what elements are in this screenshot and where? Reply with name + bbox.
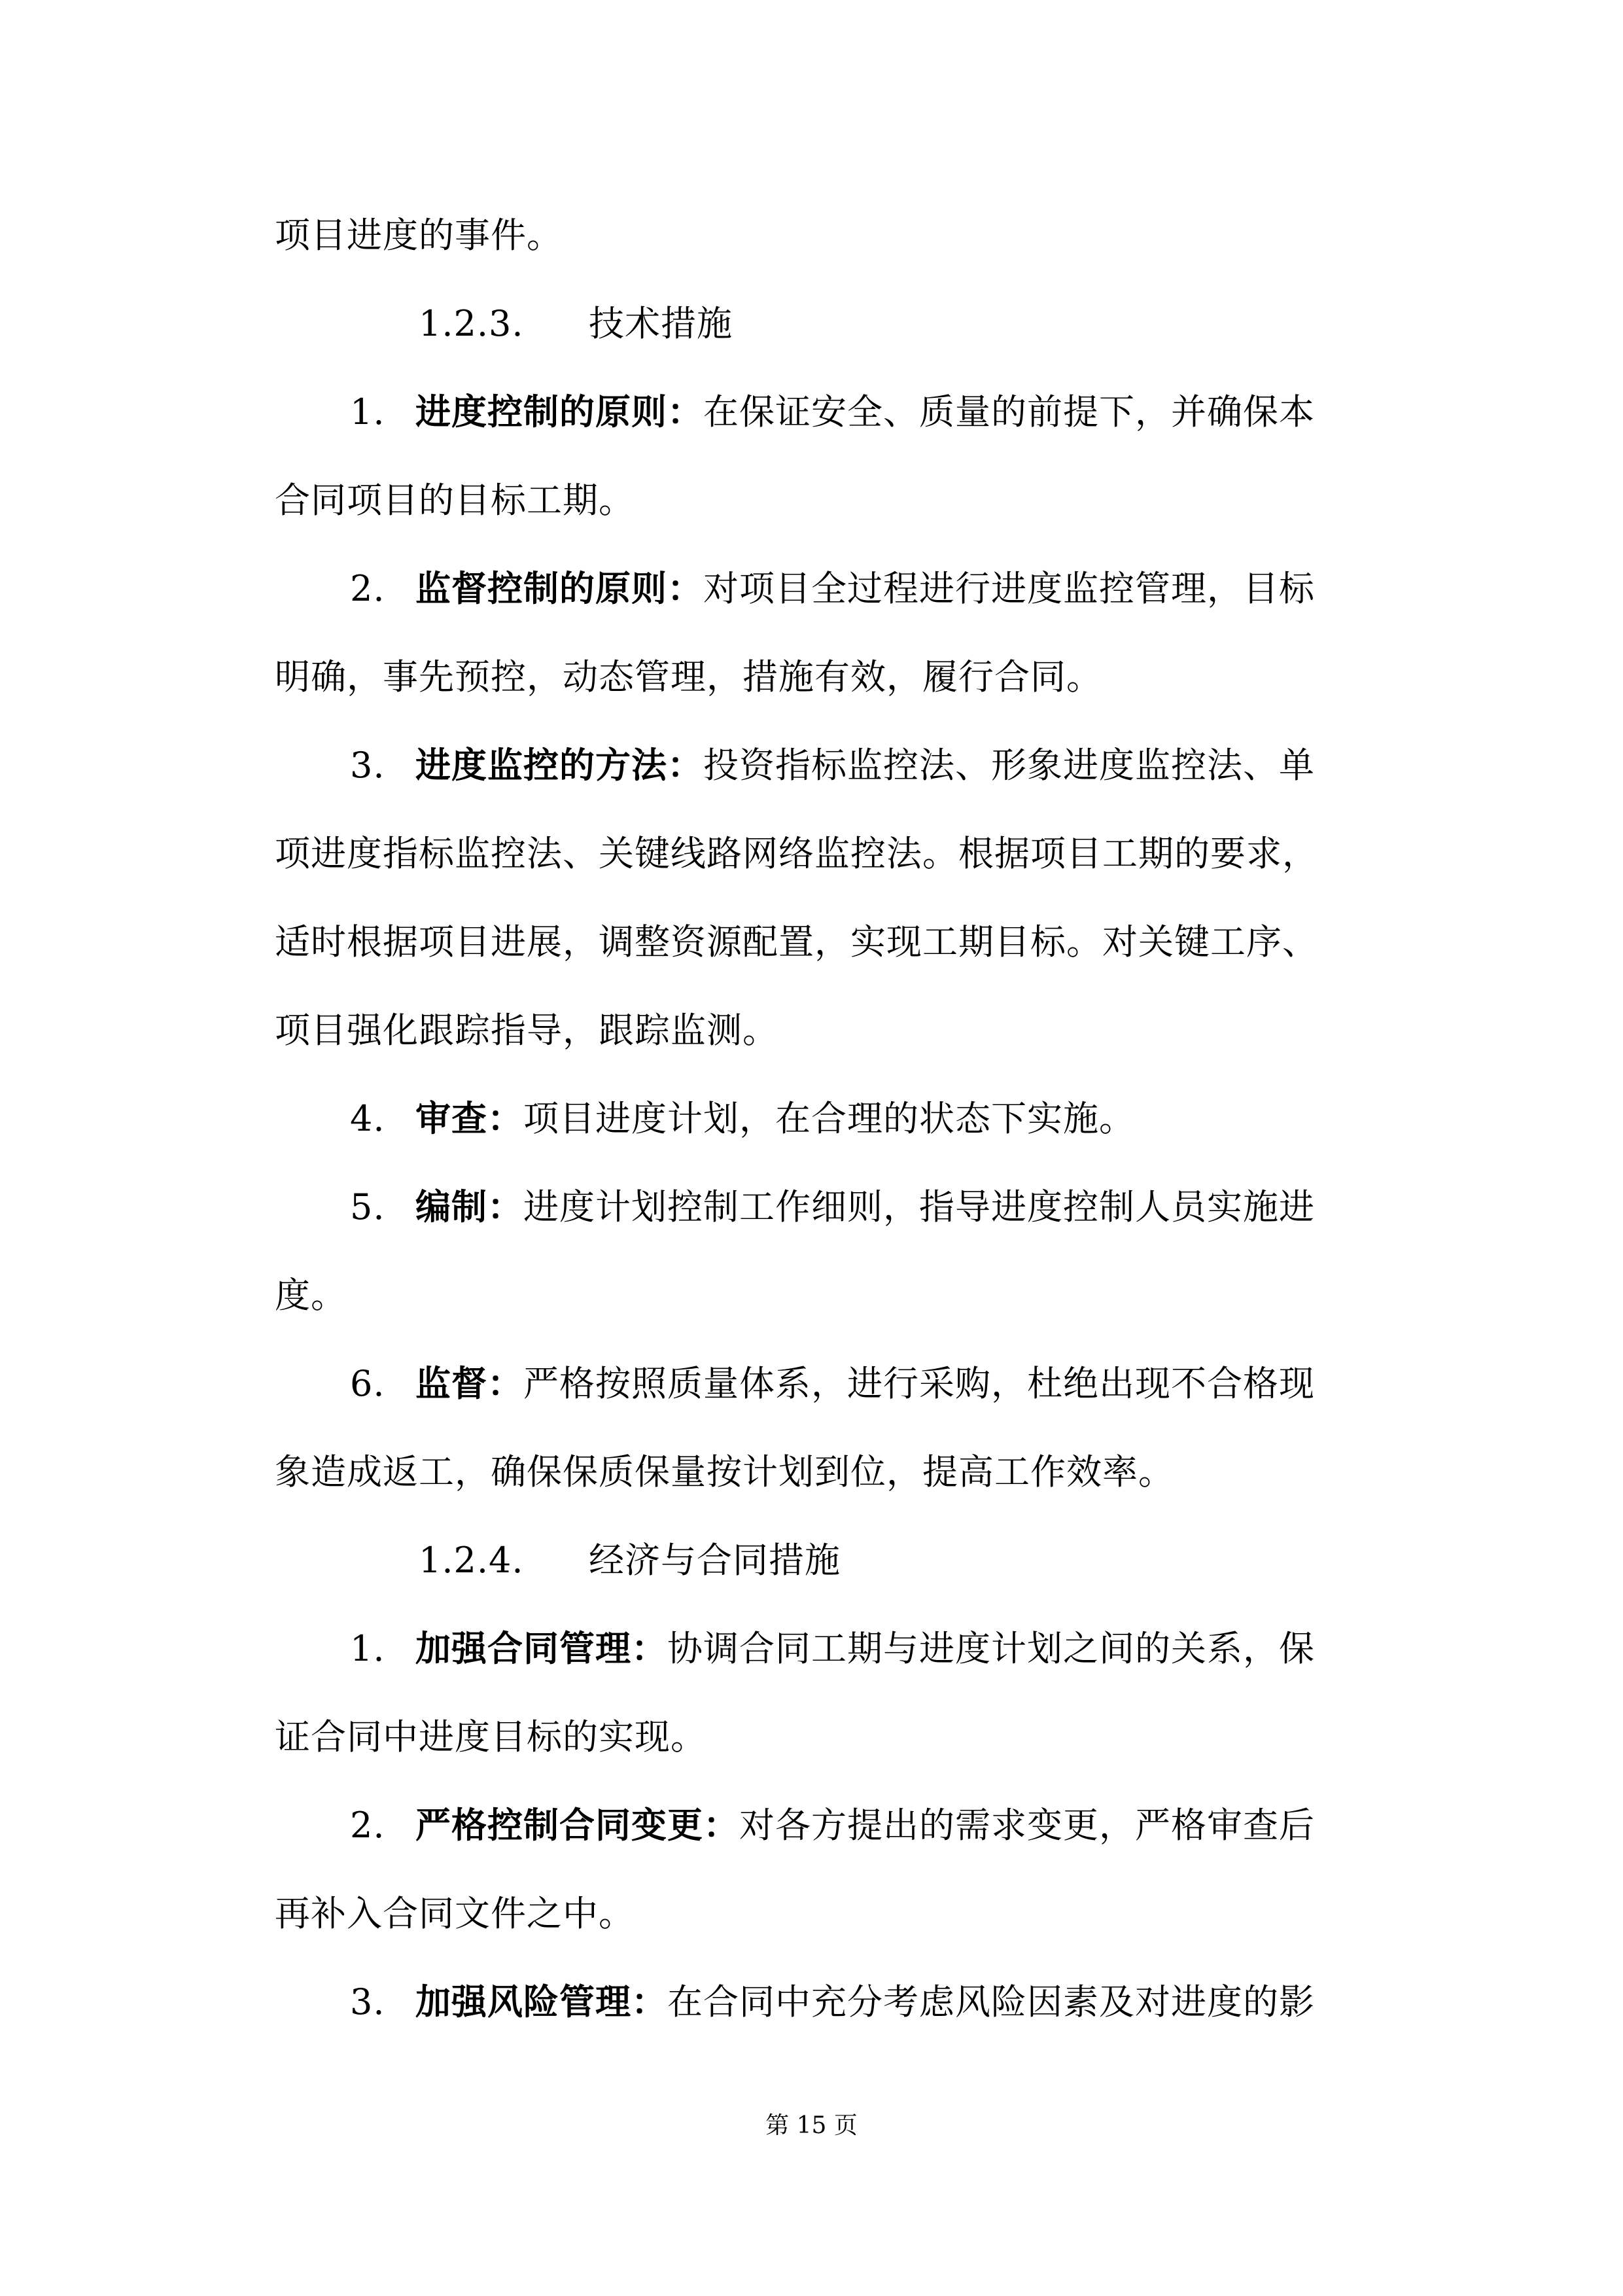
item-number: 3. bbox=[350, 1981, 385, 2022]
heading-number: 1.2.3. bbox=[419, 303, 524, 344]
text: 项目进度的事件。 bbox=[275, 215, 563, 256]
list-item-2 bbox=[350, 566, 1315, 612]
list-item-1-continuation bbox=[275, 478, 635, 523]
text: 证合同中进度目标的实现。 bbox=[275, 1716, 707, 1757]
text: 合同项目的目标工期。 bbox=[275, 480, 635, 521]
list-item-5 bbox=[350, 1184, 1315, 1230]
item-number: 1. bbox=[350, 1628, 385, 1669]
item-number: 2. bbox=[350, 1805, 385, 1846]
item-number: 3. bbox=[350, 745, 385, 786]
heading-title: 技术措施 bbox=[589, 303, 733, 344]
item-text: 进度计划控制工作细则，指导进度控制人员实施进 bbox=[523, 1186, 1315, 1227]
list-item-1 bbox=[350, 389, 1315, 435]
text: 再补入合同文件之中。 bbox=[275, 1893, 635, 1934]
text: 项进度指标监控法、关键线路网络监控法。根据项目工期的要求， bbox=[275, 833, 1318, 874]
item-bold-label: 审查： bbox=[415, 1098, 523, 1139]
item-bold-label: 监督： bbox=[415, 1363, 523, 1404]
list-item-5-continuation bbox=[275, 1273, 347, 1318]
item-text: 对项目全过程进行进度监控管理，目标 bbox=[703, 568, 1315, 609]
item-number: 1. bbox=[350, 391, 385, 433]
item-number: 4. bbox=[350, 1098, 385, 1139]
item-text: 在保证安全、质量的前提下，并确保本 bbox=[703, 391, 1315, 433]
text: 象造成返工，确保保质保量按计划到位，提高工作效率。 bbox=[275, 1451, 1174, 1492]
item-bold-label: 进度监控的方法： bbox=[415, 745, 703, 786]
item-number: 6. bbox=[350, 1363, 385, 1404]
item-bold-label: 进度控制的原则： bbox=[415, 391, 703, 433]
list-item-3-continuation-1 bbox=[275, 831, 1318, 877]
section-heading-1-2-4 bbox=[419, 1538, 841, 1583]
section-heading-1-2-3 bbox=[419, 301, 733, 347]
list-item-2-continuation bbox=[275, 654, 1102, 700]
item-text: 在合同中充分考虑风险因素及对进度的影 bbox=[667, 1981, 1315, 2022]
item-bold-label: 监督控制的原则： bbox=[415, 568, 703, 609]
page-footer bbox=[0, 2110, 1623, 2142]
contract-item-2 bbox=[350, 1803, 1315, 1848]
list-item-6-continuation bbox=[275, 1449, 1174, 1495]
contract-item-2-continuation bbox=[275, 1891, 635, 1937]
item-text: 投资指标监控法、形象进度监控法、单 bbox=[703, 745, 1315, 786]
list-item-3-continuation-2 bbox=[275, 919, 1318, 965]
item-bold-label: 加强风险管理： bbox=[415, 1981, 667, 2022]
heading-number: 1.2.4. bbox=[419, 1540, 524, 1581]
list-item-4 bbox=[350, 1096, 1135, 1142]
text: 项目强化跟踪指导，跟踪监测。 bbox=[275, 1010, 778, 1051]
text: 适时根据项目进展，调整资源配置，实现工期目标。对关键工序、 bbox=[275, 921, 1318, 963]
contract-item-1 bbox=[350, 1626, 1315, 1672]
item-text: 项目进度计划，在合理的状态下实施。 bbox=[523, 1098, 1135, 1139]
item-number: 2. bbox=[350, 568, 385, 609]
item-text: 协调合同工期与进度计划之间的关系，保 bbox=[667, 1628, 1315, 1669]
item-text: 严格按照质量体系，进行采购，杜绝出现不合格现 bbox=[523, 1363, 1315, 1404]
contract-item-3 bbox=[350, 1979, 1315, 2025]
page-number: 第 15 页 bbox=[765, 2112, 858, 2139]
text: 度。 bbox=[275, 1275, 347, 1316]
list-item-3-continuation-3 bbox=[275, 1008, 778, 1053]
contract-item-1-continuation bbox=[275, 1714, 707, 1760]
text: 明确，事先预控，动态管理，措施有效，履行合同。 bbox=[275, 656, 1102, 698]
item-text: 对各方提出的需求变更，严格审查后 bbox=[739, 1805, 1315, 1846]
item-bold-label: 加强合同管理： bbox=[415, 1628, 667, 1669]
list-item-6 bbox=[350, 1361, 1315, 1407]
item-bold-label: 编制： bbox=[415, 1186, 523, 1227]
paragraph-continuation bbox=[275, 213, 563, 258]
list-item-3 bbox=[350, 743, 1315, 788]
item-number: 5. bbox=[350, 1186, 385, 1227]
heading-title: 经济与合同措施 bbox=[589, 1540, 841, 1581]
item-bold-label: 严格控制合同变更： bbox=[415, 1805, 739, 1846]
